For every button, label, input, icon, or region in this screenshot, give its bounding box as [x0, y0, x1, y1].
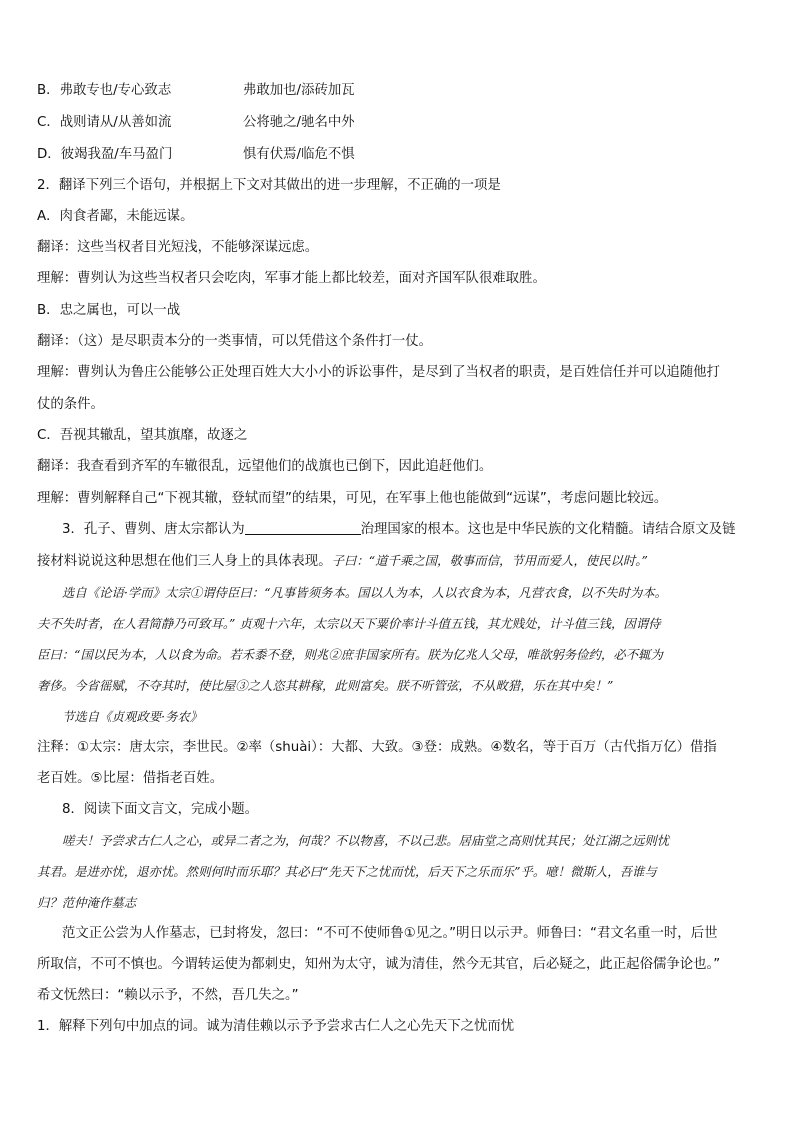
option-d-left: D．彼竭我盈/车马盈门 — [37, 147, 173, 162]
option-row-c — [37, 113, 760, 133]
paragraph-line-2: 所取信，不可不慎也。今谓转运使为都刺史，知州为太守，诚为清佳，然今无其官，后必疑之，此正起俗儒争论也。” — [37, 957, 721, 972]
q3-line1-before: 3．孔子、曹刿、唐太宗都认为 — [62, 522, 245, 537]
q3-line1-after: 治理国家的根本。这也是中华民族的文化精髓。请结合原文及链 — [360, 522, 736, 537]
notes-line-2: 老百姓。⑤比屋：借指老百姓。 — [37, 771, 224, 786]
quote-line-1: 选自《论语·学而》太宗①谓侍臣曰：“凡事皆须务本。国以人为本，人以衣食为本，凡营衣食，以不失时为本。 — [62, 585, 668, 600]
question-3-line1 — [62, 520, 760, 540]
question-3-line2 — [37, 551, 760, 572]
notes-line-1: 注释：①太宗：唐太宗，李世民。②率（shuài）：大都、大致。③登：成熟。④数名，等于百万（古代指万亿）借指 — [37, 740, 717, 755]
passage-line-3: 归？范仲淹作墓志 — [37, 895, 137, 910]
paragraph-line-3: 希文怃然曰：“赖以示予，不然，吾几失之。” — [37, 988, 299, 1003]
q2-b-understanding-line1: 理解：曹刿认为鲁庄公能够公正处理百姓大大小小的诉讼事件，是尽到了当权者的职责，是百姓信任并可以追随他打 — [37, 365, 720, 380]
q2-b-sentence: B．忠之属也，可以一战 — [37, 303, 181, 318]
quote-line-3: 臣曰：“国以民为本，人以食为命。若禾黍不登，则兆②庶非国家所有。朕为亿兆人父母，唯欲躬务俭约，必不辄为 — [37, 647, 663, 662]
option-b-left: B．弗敢专也/专心致志 — [37, 83, 172, 98]
quote-source: 节选自《贞观政要·务农》 — [62, 709, 203, 724]
q2-b-translation: 翻译：（这）是尽职责本分的一类事情，可以凭借这个条件打一仗。 — [37, 334, 433, 349]
q2-a-sentence: A．肉食者鄙，未能远谋。 — [37, 209, 194, 224]
q2-b-understanding-line2: 仗的条件。 — [37, 397, 104, 412]
option-c-left: C．战则请从/从善如流 — [37, 115, 172, 130]
option-row-d — [37, 145, 760, 165]
q3-line2-quote: 子曰：“道千乘之国，敬事而信，节用而爱人，使民以时。” — [331, 553, 648, 568]
answer-blank[interactable] — [245, 520, 361, 535]
option-c-right: 公将驰之/驰名中外 — [243, 115, 355, 130]
passage-line-2: 其君。是进亦忧，退亦忧。然则何时而乐耶？其必曰“先天下之忧而忧，后天下之乐而乐”乎。噫！微斯人，吾谁与 — [37, 864, 657, 879]
q3-line2-text: 接材料说说这种思想在他们三人身上的具体表现。 — [37, 554, 332, 569]
paragraph-line-1: 范文正公尝为人作墓志，已封将发，忽曰：“不可不使师鲁①见之。”明日以示尹。师鲁曰：“君文名重一时，后世 — [62, 926, 718, 941]
option-b-right: 弗敢加也/添砖加瓦 — [243, 83, 355, 98]
sub-question-1: 1．解释下列句中加点的词。诚为清佳赖以示予予尝求古仁人之心先天下之忧而忧 — [37, 1019, 515, 1034]
option-row-b — [37, 81, 760, 101]
q2-a-translation: 翻译：这些当权者目光短浅，不能够深谋远虑。 — [37, 240, 319, 255]
quote-line-2: 夫不失时者，在人君简静乃可致耳。” 贞观十六年，太宗以天下粟价率计斗值五钱，其尤贱处，计斗值三钱，因谓侍 — [37, 616, 661, 631]
option-d-right: 惧有伏焉/临危不惧 — [243, 147, 355, 162]
passage-line-1: 嗟夫！予尝求古仁人之心，或异二者之为，何哉？不以物喜，不以己悲。居庙堂之高则忧其民；处江湖之远则忧 — [62, 833, 670, 848]
q2-a-understanding: 理解：曹刿认为这些当权者只会吃肉，军事才能上都比较差，面对齐国军队很难取胜。 — [37, 271, 546, 286]
q2-c-sentence: C．吾视其辙乱，望其旗靡，故逐之 — [37, 428, 248, 443]
quote-line-4: 奢侈。今省徭赋，不夺其时，使比屋③之人恣其耕稼，此则富矣。朕不听管弦，不从畋猎，乐在其中矣！” — [37, 678, 614, 693]
q2-c-translation: 翻译：我查看到齐军的车辙很乱，远望他们的战旗也已倒下，因此追赶他们。 — [37, 459, 493, 474]
q2-c-understanding: 理解：曹刿解释自己“下视其辙，登轼而望”的结果，可见，在军事上他也能做到“远谋”，考虑问题比较远。 — [37, 491, 668, 506]
question-2-title: 2．翻译下列三个语句，并根据上下文对其做出的进一步理解，不正确的一项是 — [37, 178, 501, 193]
question-8-title: 8．阅读下面文言文，完成小题。 — [62, 802, 258, 817]
